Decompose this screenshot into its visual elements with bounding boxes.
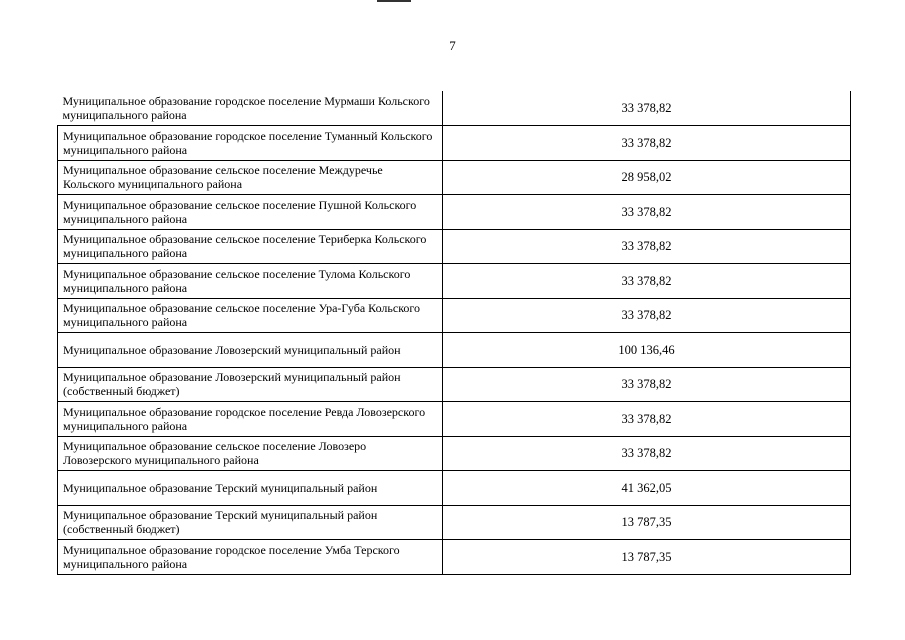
row-name: Муниципальное образование сельское поселение Тулома Кольского муниципального района xyxy=(58,264,443,299)
row-amount: 33 378,82 xyxy=(443,298,851,333)
row-name: Муниципальное образование Терский муниципальный район xyxy=(58,471,443,506)
table-row xyxy=(58,402,851,437)
table-row xyxy=(58,540,851,575)
table-row xyxy=(58,367,851,402)
row-amount: 33 378,82 xyxy=(443,436,851,471)
table-row xyxy=(58,333,851,368)
row-amount: 13 787,35 xyxy=(443,505,851,540)
row-name: Муниципальное образование сельское поселение Ловозеро Ловозерского муниципального района xyxy=(58,436,443,471)
row-amount: 33 378,82 xyxy=(443,264,851,299)
row-name: Муниципальное образование городское поселение Умба Терского муниципального района xyxy=(58,540,443,575)
row-name: Муниципальное образование Терский муниципальный район (собственный бюджет) xyxy=(58,505,443,540)
row-name: Муниципальное образование сельское поселение Междуречье Кольского муниципального района xyxy=(58,160,443,195)
page-number: 7 xyxy=(449,38,456,53)
row-name: Муниципальное образование сельское поселение Ура-Губа Кольского муниципального района xyxy=(58,298,443,333)
table-row xyxy=(58,505,851,540)
row-amount: 41 362,05 xyxy=(443,471,851,506)
row-amount: 33 378,82 xyxy=(443,402,851,437)
row-name: Муниципальное образование городское поселение Мурмаши Кольского муниципального района xyxy=(58,91,443,126)
row-name: Муниципальное образование Ловозерский муниципальный район (собственный бюджет) xyxy=(58,367,443,402)
row-amount: 33 378,82 xyxy=(443,126,851,161)
table-row xyxy=(58,229,851,264)
row-amount: 33 378,82 xyxy=(443,229,851,264)
row-amount: 33 378,82 xyxy=(443,367,851,402)
row-amount: 100 136,46 xyxy=(443,333,851,368)
table-row xyxy=(58,126,851,161)
table-row xyxy=(58,91,851,126)
table-row xyxy=(58,298,851,333)
row-name: Муниципальное образование Ловозерский муниципальный район xyxy=(58,333,443,368)
row-name: Муниципальное образование городское поселение Ревда Ловозерского муниципального района xyxy=(58,402,443,437)
table-row xyxy=(58,436,851,471)
table-row xyxy=(58,195,851,230)
row-amount: 28 958,02 xyxy=(443,160,851,195)
table-row xyxy=(58,471,851,506)
row-name: Муниципальное образование сельское поселение Пушной Кольского муниципального района xyxy=(58,195,443,230)
row-amount: 33 378,82 xyxy=(443,91,851,126)
top-scan-mark xyxy=(377,0,411,2)
table-row xyxy=(58,264,851,299)
allocation-table xyxy=(57,91,851,575)
row-amount: 33 378,82 xyxy=(443,195,851,230)
row-name: Муниципальное образование городское поселение Туманный Кольского муниципального района xyxy=(58,126,443,161)
table-row xyxy=(58,160,851,195)
row-name: Муниципальное образование сельское поселение Териберка Кольского муниципального района xyxy=(58,229,443,264)
row-amount: 13 787,35 xyxy=(443,540,851,575)
